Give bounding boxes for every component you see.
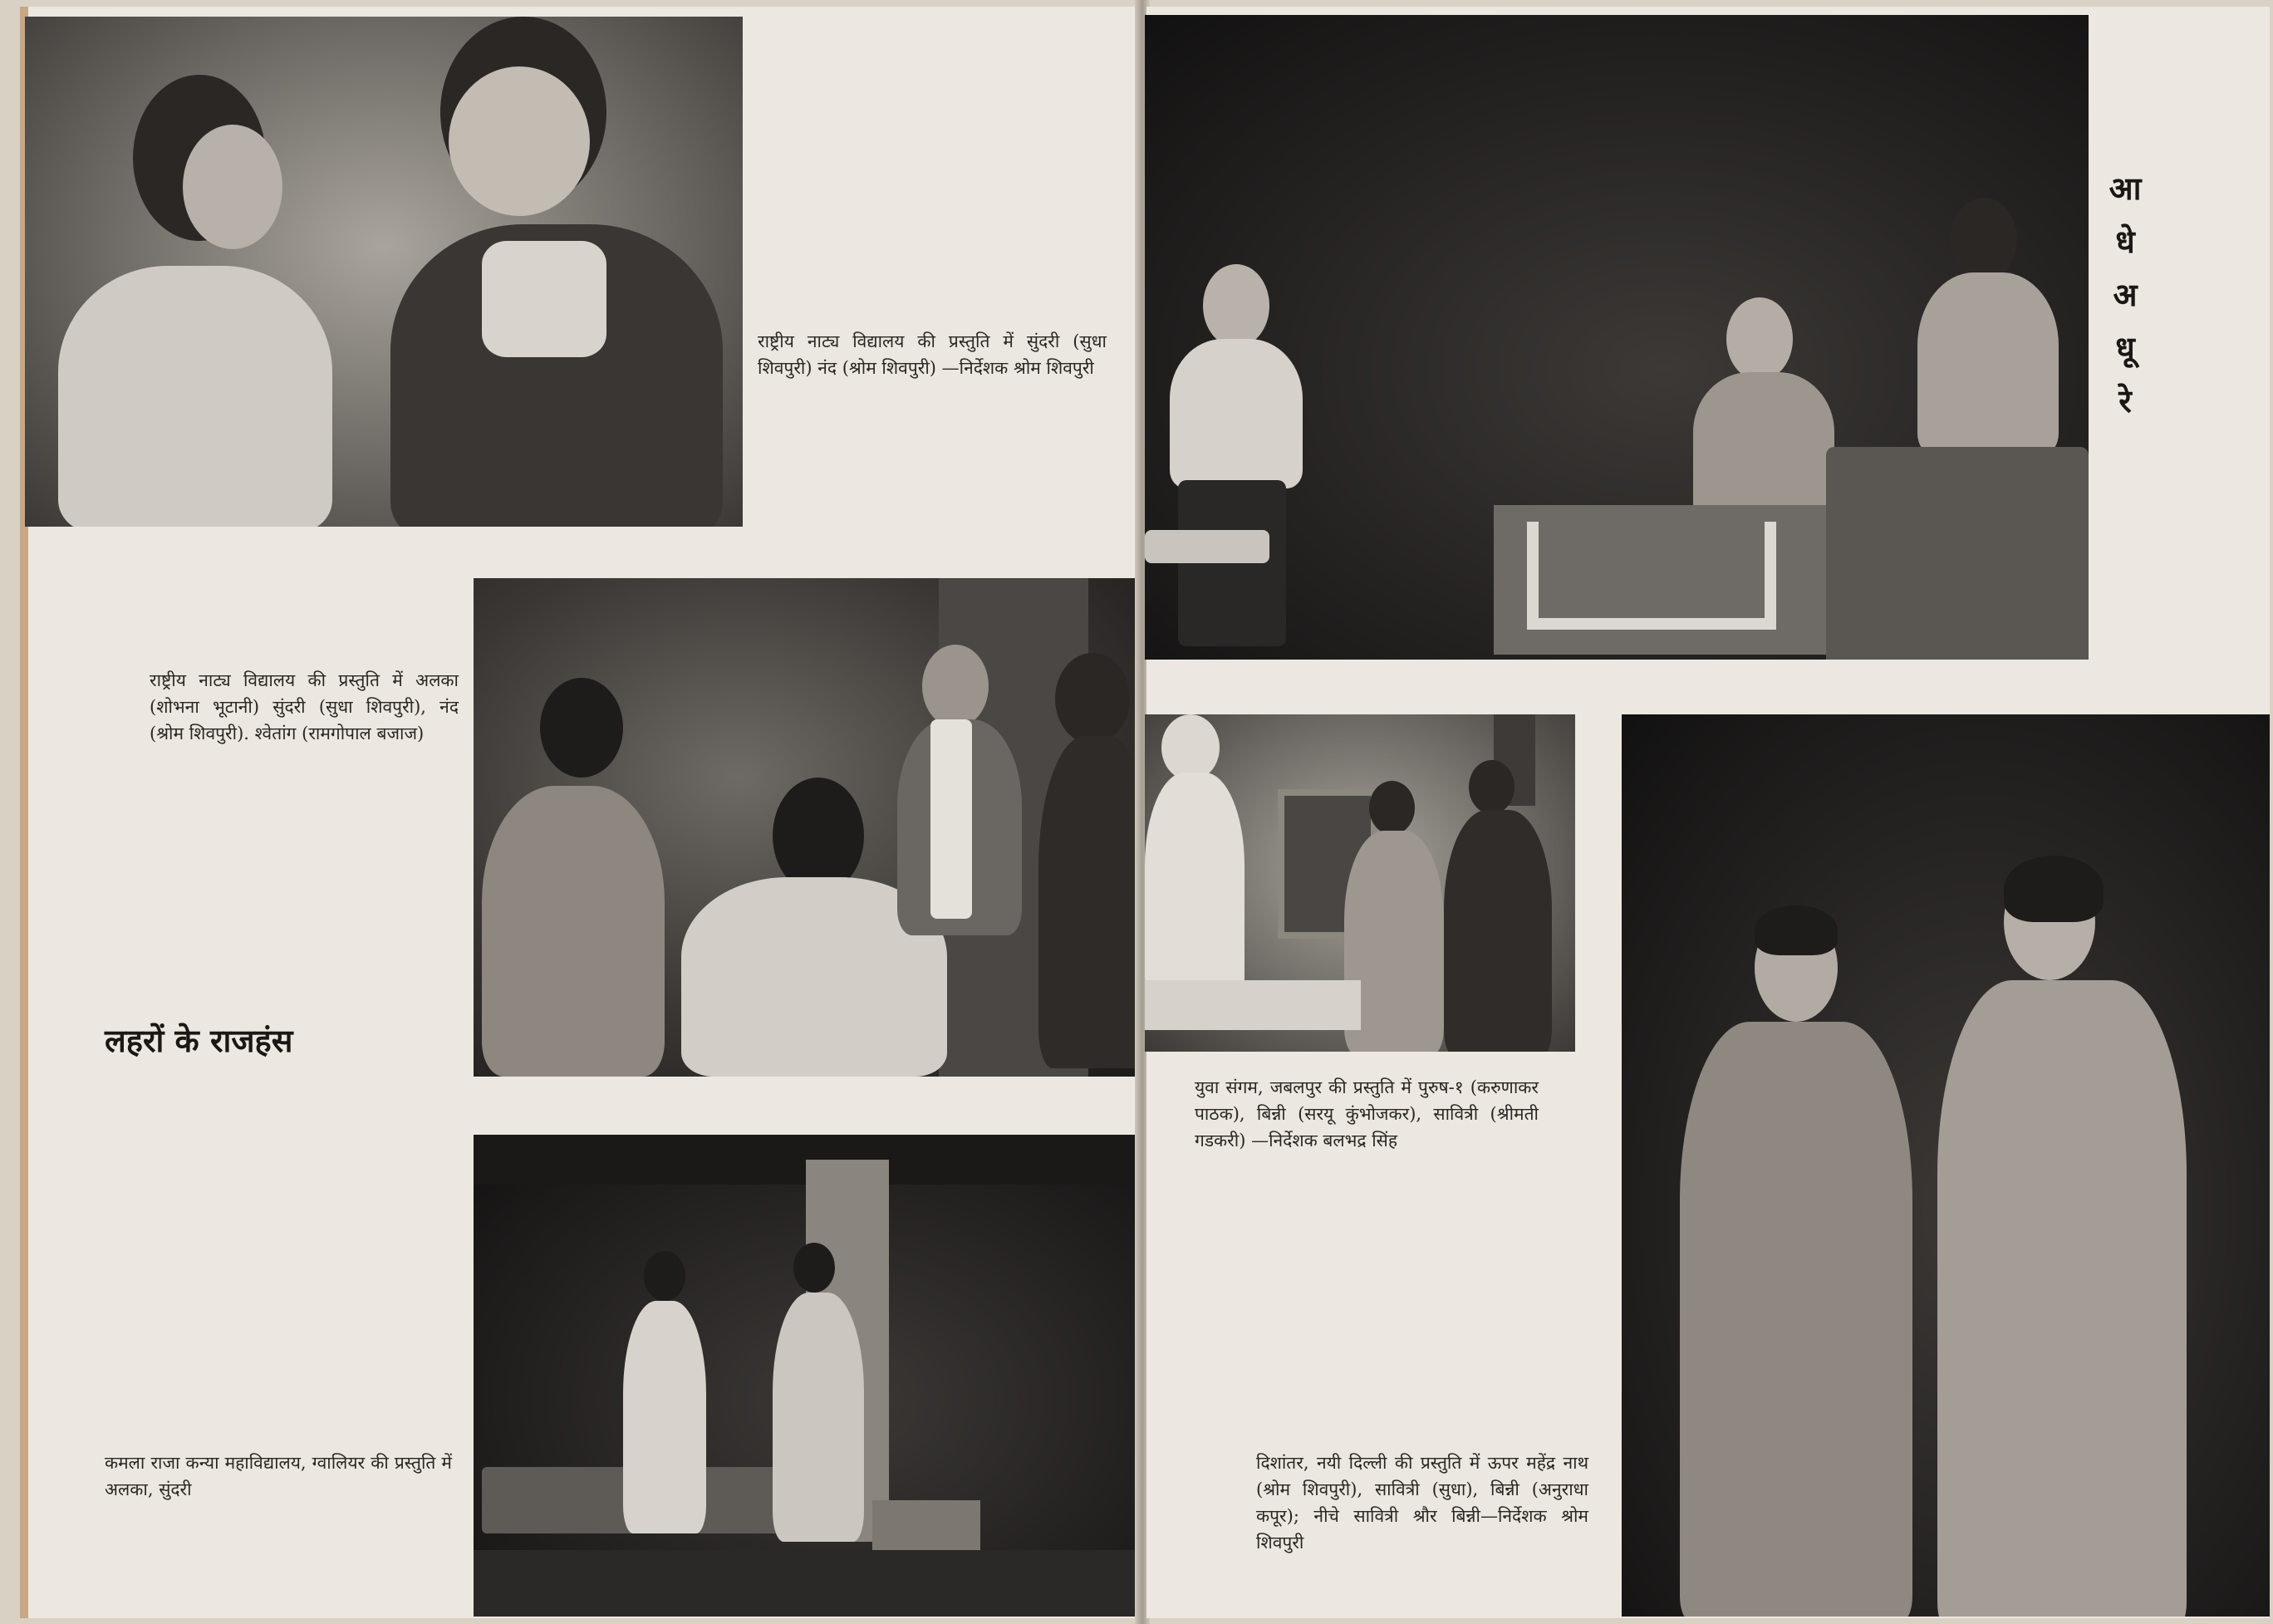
title-letter-3: अ <box>2113 277 2138 313</box>
title-letter-1: आ <box>2109 170 2142 207</box>
caption-bottom-left: कमला राजा कन्या महाविद्यालय, ग्वालियर की प्रस्तुति में अलका, सुंदरी <box>105 1453 452 1499</box>
photo-jabalpur <box>1145 714 1575 1052</box>
title-letter-5: रे <box>2118 383 2132 419</box>
caption-mid-left: राष्ट्रीय नाट्य विद्यालय की प्रस्तुति में अलका (शोभना भूटानी) सुंदरी (सुधा शिवपुरी), नंद (श्रोम शिवपुरी). श्वेतांग (रामगोपाल बजाज) <box>150 670 459 743</box>
photo-aadhe-adhure-top <box>1145 15 2089 660</box>
caption-mid-right: युवा संगम, जबलपुर की प्रस्तुति में पुरुष-१ (करुणाकर पाठक), बिन्नी (सरयू कुंभोजकर), सावित्री (श्रीमती गडकरी) —निर्देशक बलभद्र सिंह <box>1195 1077 1539 1151</box>
photo-alka-sundari-nand <box>474 578 1135 1077</box>
caption-top-left: राष्ट्रीय नाट्य विद्यालय की प्रस्तुति में सुंदरी (सुधा शिवपुरी) नंद (श्रोम शिवपुरी) —निर्देशक श्रोम शिवपुरी <box>758 331 1107 378</box>
title-letter-4: धू <box>2115 330 2135 366</box>
play-title-lahron-ke-rajhans: लहरों के राजहंस <box>105 1023 293 1059</box>
caption-bottom-right: दिशांतर, नयी दिल्ली की प्रस्तुति में ऊपर महेंद्र नाथ (श्रोम शिवपुरी), सावित्री (सुधा), बिन्नी (अनुराधा कपूर); नीचे सावित्री श्रौर बिन्नी—निर्देशक श्रोम शिवपुरी <box>1256 1453 1588 1553</box>
play-title-aadhe-adhure <box>2102 170 2148 419</box>
photo-gwalior-stage <box>474 1135 1135 1617</box>
photo-dishantar <box>1622 714 2270 1617</box>
photo-sundari-nand <box>25 17 743 527</box>
title-letter-2: धे <box>2115 223 2135 260</box>
